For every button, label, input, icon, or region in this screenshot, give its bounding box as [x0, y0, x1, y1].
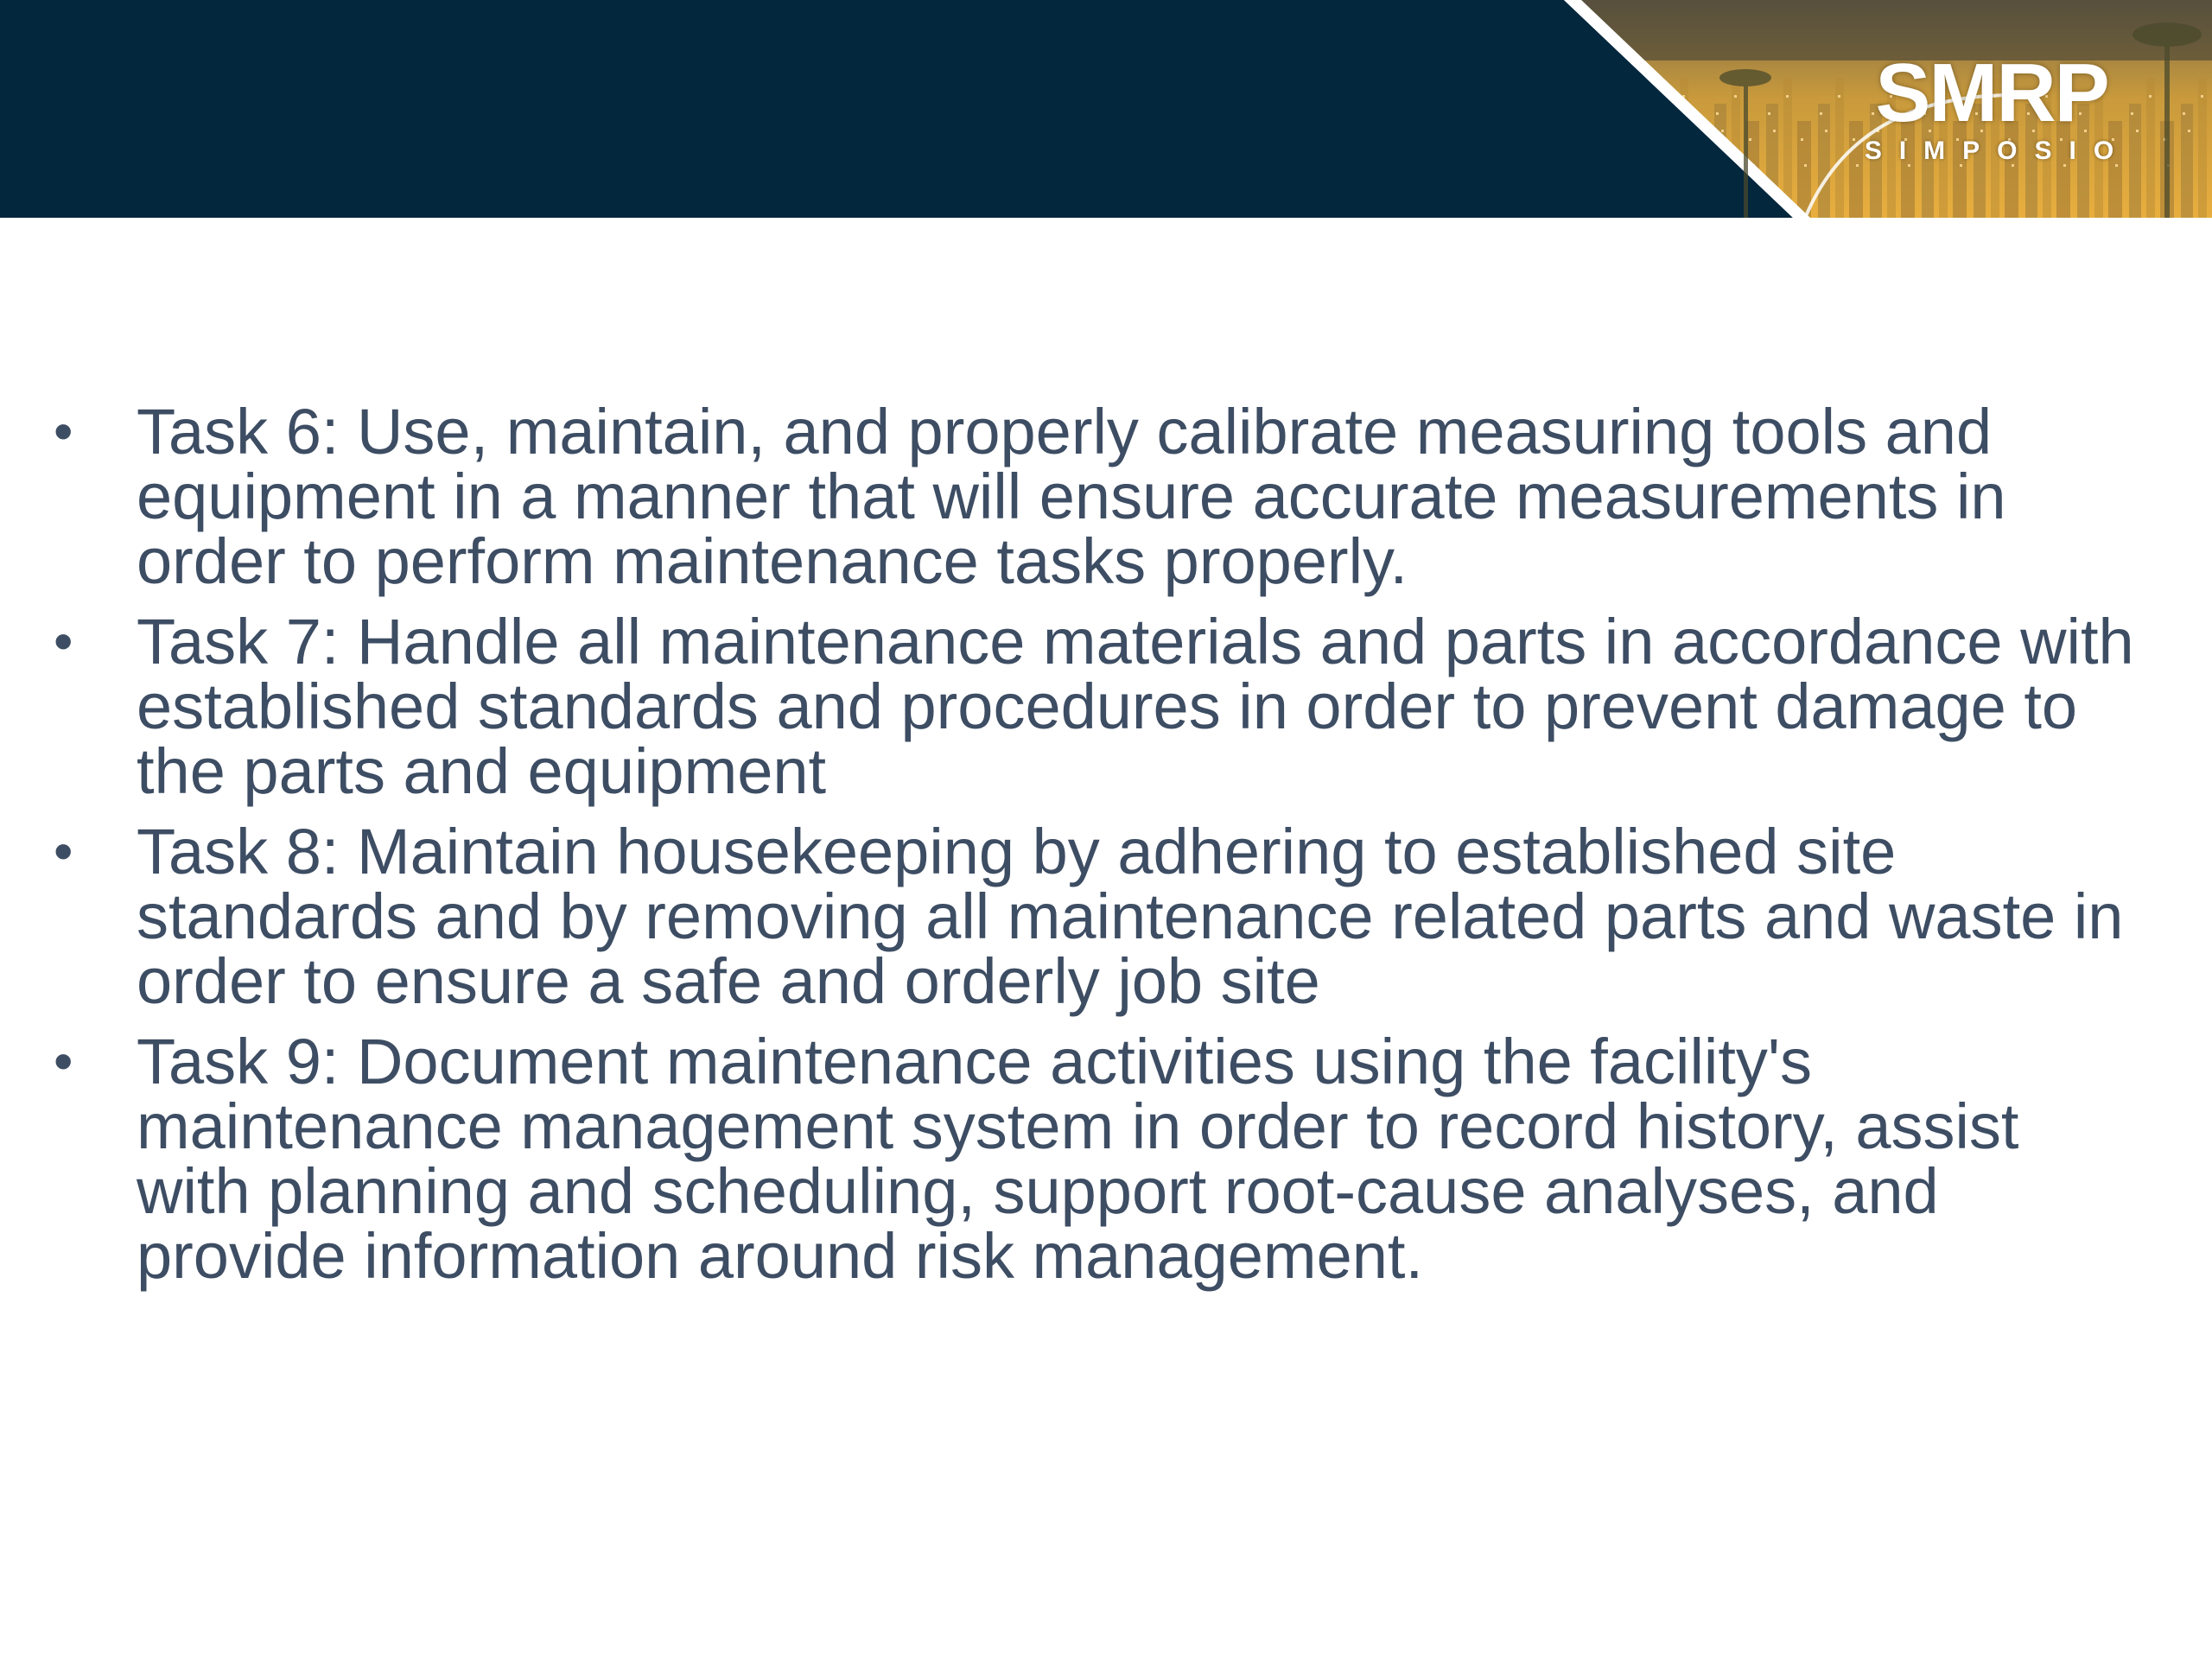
- list-item: [48, 1026, 2139, 1292]
- slide-body: [48, 396, 2139, 1304]
- bullet-icon: •: [54, 820, 73, 882]
- navy-panel: [0, 0, 1793, 218]
- task-list: [48, 396, 2139, 1292]
- smrp-logo: [1849, 47, 2134, 171]
- task-text: Task 6: Use, maintain, and properly calibrate measuring tools and equipment in a manner that will ensure accurate measurements in order to perform maintenance tasks properly.: [137, 396, 2006, 597]
- logo-wordmark: SMRP: [1875, 47, 2108, 139]
- bullet-icon: •: [54, 1030, 73, 1092]
- list-item: [48, 396, 2139, 597]
- task-text: Task 8: Maintain housekeeping by adhering to established site standards and by removing all maintenance related parts and waste in order to ensure a safe and orderly job site: [137, 816, 2124, 1017]
- task-text: Task 9: Document maintenance activities using the facility's maintenance management system in order to record history, assist with planning and scheduling, support root-cause analyses, and provide information around risk management.: [137, 1026, 2019, 1292]
- list-item: [48, 816, 2139, 1017]
- list-item: [48, 606, 2139, 807]
- logo-subtitle: SIMPOSIO: [1864, 137, 2132, 165]
- task-text: Task 7: Handle all maintenance materials and parts in accordance with established standards and procedures in order to prevent damage to the parts and equipment: [137, 606, 2134, 807]
- bullet-icon: •: [54, 610, 73, 672]
- header-banner: [0, 0, 2212, 218]
- bullet-icon: •: [54, 400, 73, 462]
